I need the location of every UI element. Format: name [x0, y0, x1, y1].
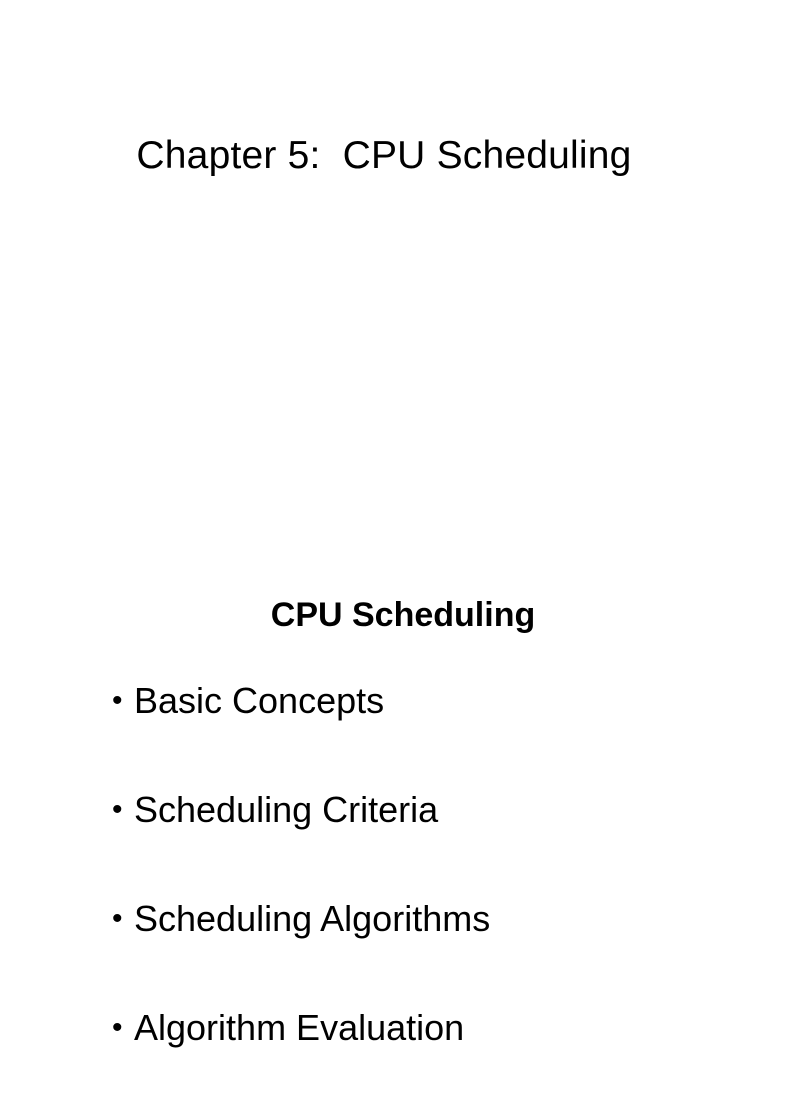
list-item-text: Scheduling Algorithms	[134, 898, 491, 939]
bullet-list	[112, 678, 490, 1114]
list-item-text: Algorithm Evaluation	[134, 1007, 465, 1048]
list-item	[112, 896, 490, 1005]
chapter-title: Chapter 5: CPU Scheduling	[136, 134, 632, 177]
section-title: CPU Scheduling	[270, 596, 536, 634]
list-item-text: Basic Concepts	[134, 680, 385, 721]
list-item	[112, 1005, 490, 1114]
bullet-icon: •	[112, 793, 123, 826]
bullet-icon: •	[112, 902, 123, 935]
list-item	[112, 678, 490, 787]
slide-title-page	[0, 0, 768, 500]
slide-outline	[0, 560, 768, 1048]
bullet-icon: •	[112, 1011, 123, 1044]
list-item-text: Scheduling Criteria	[134, 789, 439, 830]
bullet-icon: •	[112, 684, 123, 717]
list-item	[112, 787, 490, 896]
